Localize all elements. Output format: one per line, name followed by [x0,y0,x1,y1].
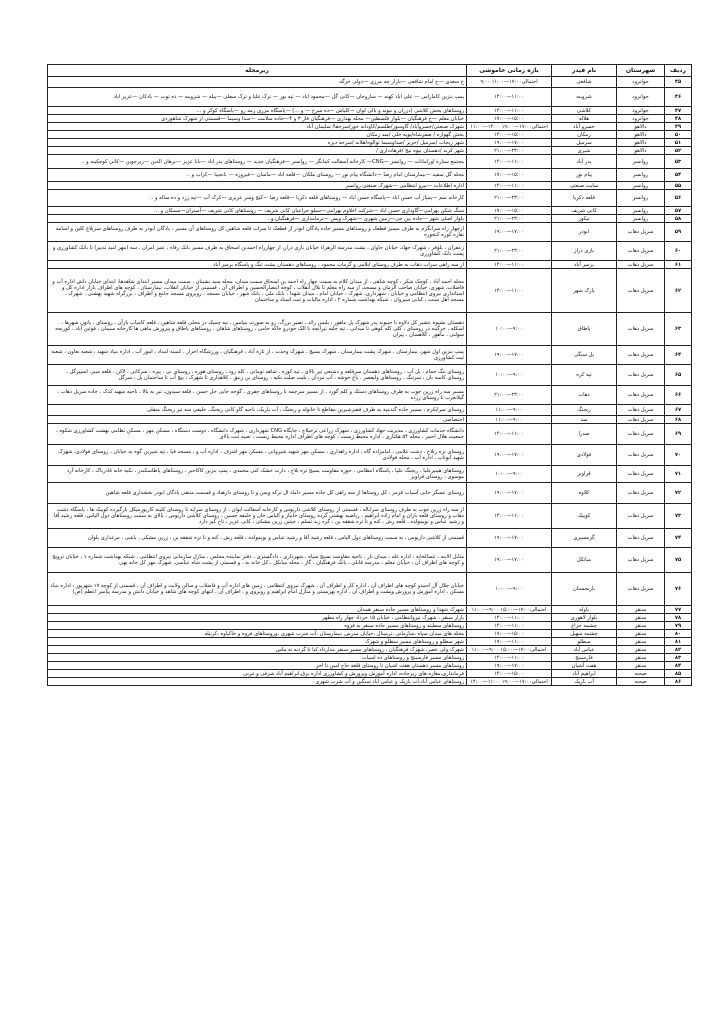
table-row [48,445,692,466]
cell-area: روستاهای مسیر فارسینج و روستاهای ده اسیاب [48,654,467,662]
cell-num: ۵۴ [665,169,692,182]
cell-schedule: ۱۷:۰۰—۱۵:۰۰ [467,630,552,638]
table-row [48,529,692,548]
cell-area: بلوار اصلی شهر —جاده بین جی—زمین شهری —شهرک ویس —ترمامداری —فرهنگیان و.. [48,215,467,223]
cell-schedule: ۱۴:۰۰—۱۱:۰۰ [467,261,552,269]
cell-num: ۵۳ [665,155,692,169]
cell-schedule: ۱۴:۰۰—۱۵:۰۰ [467,670,552,678]
cell-schedule: ۱۹:۰۰—۱۷:۰۰ [467,139,552,147]
cell-area: روستاهای عباس آباد،آب باریک و عباس اباد سنگین و آب شرب شهری [48,678,467,686]
cell-num: ۷۹ [665,622,692,630]
cell-schedule: ۱۴:۰۰—۱۱:۰۰ [467,155,552,169]
cell-feeder: آب باریک [552,678,617,686]
cell-num: ۵۵ [665,182,692,190]
cell-city: روانسر [617,155,665,169]
cell-feeder: قراویز [552,466,617,483]
cell-area: روستاهای سطیته و روستاهای مسیر جاده سنقر به فروه [48,622,467,630]
table-row [48,269,692,313]
table-row [48,504,692,529]
outage-schedule-table [47,64,692,686]
header-city: شهرستان [617,65,665,77]
cell-schedule: ۱۹:۰۰—۱۷:۰۰ [467,445,552,466]
cell-area: خ سعدی —خ امام شافعی —بازار چه مرزی —دولی خرگه [48,77,467,88]
table-row [48,131,692,139]
cell-city: دالاهو [617,139,665,147]
cell-num: ۶۶ [665,386,692,405]
table-row [48,147,692,155]
cell-city: سرپل ذهاب [617,504,665,529]
cell-city: سرپل ذهاب [617,223,665,242]
cell-city: سرپل ذهاب [617,405,665,416]
cell-city: جوانرود [617,88,665,107]
cell-city: صحنه [617,670,665,678]
table-row [48,242,692,261]
cell-area: اداره اطلاعات —نیرو انتظامی —شهرک صنعتی روانسر [48,182,467,190]
cell-feeder: هلاله [552,115,617,123]
cell-num: ۷۲ [665,483,692,504]
cell-city: سرپل ذهاب [617,416,665,424]
table-row [48,365,692,386]
cell-area: محله احمد آباد ، کوچک شکر ، کوچه شاهی ، از میدان کلام به سمت چهار راه احمد بن اسحاق سمت میدان، محله سید نشینان ، سمت میدان مسیر ابتدای شاهدها، ابتدای خیابان داش اداره آب و فاضلاب، شهری، خیابان صاحب الزمان و مسجد، از سه راه معلم تا بلال انقلاب ، کوچه انتصارالحسین و اطراف آن ، قسمتی از خیابان انقلاب، بیمارستان ، کوچه های اطراف بازار اداره کل و استانداری نیروی انتظامی و خیابان ، شهرداری، شهرک ، خیابان امام ، میدان شهدا ، بانک ملی ، بانک شهر ، خیابان مسجد ، روبروی مسجد جامع و اطراف ، بزرگراه شهید بهشتی ، شهرک ، مسجد اهل سنت ، کبابی سیروان ، شبکه بهداشت شماره ۲ ، اداره مالیات و ثبت اسناد و ساختمان [48,269,467,313]
cell-city: سرپل ذهاب [617,346,665,365]
header-feeder: نام فیدر [552,65,617,77]
cell-schedule: ۱۴:۰۰—۱۱:۰۰ [467,182,552,190]
cell-schedule: ۲۱:۰۰—۲۳:۰۰ [467,242,552,261]
cell-city: سرپل ذهاب [617,573,665,606]
cell-schedule: احتمالی۱۷:۰۰—۱۱:۰۰ ۹:۰۰ [467,77,552,88]
cell-num: ۸۱ [665,638,692,646]
cell-area: فرمانداری،مغازه های زیرجاده، اداره آموزش وپرورش و کشاورزی اداره برق،ابراهیم آباد شرقی و غربی [48,670,467,678]
cell-schedule: ۱۹:۰۰—۱۷:۰۰ [467,223,552,242]
cell-feeder: میانکل [552,548,617,573]
cell-num: ۷۳ [665,504,692,529]
cell-feeder: خسرو آباد [552,123,617,131]
cell-num: ۶۱ [665,261,692,269]
cell-city: سنقر [617,654,665,662]
cell-schedule: ۱۴:۰۰—۱۱:۰۰ [467,424,552,445]
cell-area: مجتمع ستاره اورامانات — روانسر —CNG— کارخانه آسفالت کمانگر — روانسر —فرهنگیان جدید — روستاهای پدر اباد —بابا عزیز —برهان الدین —زیرجوین —کانی کوچکینه و .. [48,155,467,169]
cell-feeder: تپه کره [552,365,617,386]
table-row [48,638,692,646]
cell-num: ۷۱ [665,466,692,483]
cell-num: ۷۰ [665,445,692,466]
table-row [48,215,692,223]
table-row [48,123,692,131]
cell-schedule: ۱۹:۰۰—۱۷:۰۰ [467,529,552,548]
cell-num: ۸۵ [665,670,692,678]
table-row [48,646,692,654]
cell-city: سرپل ذهاب [617,261,665,269]
table-row [48,115,692,123]
cell-area: ازچهار راه سرابگرم به طرف مسیر قطعک و روستاهای مسیر جاده پادگان ابوذر از قطعک تا سراب قلعه شاهین کل روستاهای آن مسیر ، پادگان ابوذر به طرف روستاهای سرپلاغ کلین و اسامه تقاره کوره کنجوره [48,223,467,242]
table-row [48,483,692,504]
cell-city: جوانرود [617,77,665,88]
cell-feeder: سد [552,416,617,424]
table-row [48,654,692,662]
table-row [48,424,692,445]
cell-feeder: پارک شهر [552,269,617,313]
cell-area: پمپ بنزین اول شهر، بیمارستان ، شهرک پشت بیمارستان ، شهرک بسیج ، شهرک وحدت ، از تازه آباد ، فرهنگیان ، ورزشگاه احرار ، کمیته امداد ، امور آب ، اداره بنیاد شهید ، شعبه تعاون ، شعبه ثبت کشاورزی [48,346,467,365]
cell-schedule: ۱۷:۰۰—۱۱:۰۰ [467,638,552,646]
cell-area: پمپ بنزین کاماراس — علی اباد کهنه — ساروخان —کانی گل —محمود اباد — تپه پور — ترک علیا و ترک سفلی —پیله — شروینه — ده توت — بادکان —عزیز اباد [48,88,467,107]
cell-schedule: احتمالی۱۷:۰۰—۱۹:۰۰ ۱۱:۰۰—۱۴:۰۰ [467,678,552,686]
cell-schedule: ۱۴:۰۰—۱۱:۰۰ [467,614,552,622]
cell-feeder: صدرا [552,424,617,445]
cell-city: سرپل ذهاب [617,313,665,346]
cell-city: سرپل ذهاب [617,466,665,483]
table-row [48,155,692,169]
cell-schedule: ۱۹:۰۰—۱۷:۰۰ [467,548,552,573]
table-row [48,77,692,88]
header-schedule: بازه زمانی خاموشی [467,65,552,77]
table-row [48,678,692,686]
cell-schedule: ۱۰:۰۰—۹:۰۰ [467,365,552,386]
cell-num: ۷۵ [665,548,692,573]
cell-city: سرپل ذهاب [617,483,665,504]
cell-city: سرپل ذهاب [617,548,665,573]
cell-feeder: سرمیل [552,139,617,147]
cell-schedule: ۱۰:۰۰—۹:۰۰ [467,313,552,346]
header-num: ردیف [665,65,692,77]
cell-num: ۵۸ [665,215,692,223]
table-row [48,386,692,405]
cell-area: کارخانه سم —پمپاژ آب حسن اباد —پاسگاه حسن اباد — روستاهای قلعه ذکریا —قلعه رضا —کیج وسر عزیزی —کرک آب —تپه زرد و ده ساله و .. [48,190,467,207]
table-row [48,416,692,424]
cell-area: شهر کرند /دهستان بیوه نیج /فرهادداری / [48,147,467,155]
cell-feeder: زمکان [552,131,617,139]
cell-area: شهرک ولی عصر، شهرک فرهنگیان ، روستاهای مسیر سنقر مدارداد کیا تا گردنه نه ماس [48,646,467,654]
cell-area: خیابان معلم —خ فرهنگیان —بلوار فلسطین— محله بهداری —فرهنگیان فاز ۳ و ۴—جاده سلامت —سدا وسیما —قسمتی از شهرک شاهوردی [48,115,467,123]
cell-city: روانسر [617,207,665,215]
cell-city: سنقر [617,630,665,638]
cell-num: ۶۷ [665,405,692,416]
cell-feeder: عباس آباد [552,646,617,654]
cell-city: صحنه [617,678,665,686]
cell-schedule: ۱۴:۰۰—۱۱:۰۰ [467,107,552,115]
table-row [48,223,692,242]
cell-num: ۵۶ [665,190,692,207]
table-row [48,313,692,346]
cell-feeder: گرمسیری [552,529,617,548]
table-row [48,573,692,606]
cell-num: ۴۹ [665,123,692,131]
table-body [48,77,692,686]
cell-area: زعفران ، بلوفر ، شهرک جهاد، خیابان حاوان ، پشت مدرسه الزهراء خیابان بازی دراز، از چهارراه احمدبن اسحاق به طرف مسیر بانک رفاه ، عمر امران ، سه (مهر امید تدبیر) تا بانک کشاورزی و پشت بانک کشاورزی [48,242,467,261]
cell-schedule: ۲۱:۰۰—۲۳:۰۰ [467,190,552,207]
table-row [48,606,692,614]
cell-num: ۷۷ [665,606,692,614]
cell-num: ۵۹ [665,223,692,242]
cell-area: از سه راهی سراب ذهاب به طرف روستای ایلامی و گرماب محمود ، روستاهای دهستان پشت تنگ و پاسگاه بزمیر آباد [48,261,467,269]
cell-schedule: ۲۱:۰۰—۲۳:۰۰ [467,215,552,223]
cell-num: ۵۲ [665,147,692,155]
cell-city: جوانرود [617,107,665,115]
cell-schedule: ۲۱:۰۰—۲۳:۰۰ [467,147,552,155]
cell-area: روستای عسگر خانی آسیاب قرمز ، کل روستاها از سه راهی کل جاده مسیر داماد ال ترکه ویس و تا روستای دارهباد و قسمت منتقی پادگان ابوذر بخشداری قلعه شاهین [48,483,467,504]
cell-schedule: ۱۴:۰۰—۱۵:۰۰ [467,131,552,139]
cell-area: روستاهای هینیرعلیا ، ریجنگ علیا ، پاسگاه انتظامی ، حوزه مقاومت بسیج تره بلاخ ، دارت خشک کنی محمدی ، پمپ بنزین کاکاخیر ، روستاهای پاطاسکندر ، تکیه خانه قادرباک ، کارخانه آرد موسوی ، روستای قراویز [48,466,467,483]
cell-feeder: بلوار لاهوری [552,614,617,622]
cell-city: سنقر [617,622,665,630]
cell-feeder: شروینه [552,88,617,107]
cell-schedule: ۱۱:۰۰—۹:۰۰ [467,416,552,424]
cell-schedule: احتمالی۱۷:۰۰—۱۵:۰۰ ۹:۰۰—۱۱:۰۰ [467,646,552,654]
cell-feeder: پدر آباد [552,155,617,169]
cell-city: روانسر [617,190,665,207]
table-row [48,548,692,573]
cell-num: ۸۴ [665,662,692,670]
table-row [48,622,692,630]
outage-schedule-sheet [47,64,691,686]
cell-num: ۷۶ [665,573,692,606]
cell-feeder: کانی شریف [552,207,617,215]
cell-feeder: بازی دراز [552,242,617,261]
cell-schedule: ۱۰:۰۰—۹:۰۰ [467,466,552,483]
cell-feeder: پاطاق [552,313,617,346]
cell-feeder: نارنجستان [552,573,617,606]
table-row [48,88,692,107]
cell-feeder: بزمیر آباد [552,261,617,269]
cell-feeder: قلعه ذکریا [552,190,617,207]
cell-feeder: پل سنگی [552,346,617,365]
cell-schedule: ۱۴:۰۰—۱۱:۰۰ [467,504,552,529]
cell-num: ۶۸ [665,416,692,424]
table-row [48,139,692,147]
cell-area: شهرک شهدا و روستاهای مسیر جاده سنقر همدان [48,606,467,614]
cell-feeder: چشمه جراغ [552,622,617,630]
cell-city: سرپل ذهاب [617,365,665,386]
cell-area: متابل الابنه ، عسالخانه ، اداره غله ، میدان بار ، ناحیه مقاومت بسیج سپاه ، شهرداری ، دادگستری ، دفتر نماینده مجلس ، منازل سازمانی نیروی انتظامی ، شبکه بهداشت شماره ۱ ، خیابان ترویج و کوچه های اطراف آن ، خیابان معلم ، مدرسه قابلی ، بانک فرهنگیان ، گاز ، محله میانکل ، کل خانه به ، و قسمتی از پشت شاه عباسی، شهرک مهر کل خانه بهی [48,548,467,573]
table-row [48,662,692,670]
table-row [48,405,692,416]
cell-schedule: ۱۰:۰۰—۹:۰۰ [467,573,552,606]
cell-schedule: ۱۴:۰۰—۱۱:۰۰ [467,622,552,630]
cell-area: از سه راه زرین جوب به طرف روستای سراباله ، قسمتی از روستای کلاشی داریوس و کارخانه آسفالت ایوان ، از روستای سراپه تا روستای کلینه کاریوزمیکل بازگیرده کوییک ها ، پاسگاه دشت ذهاب و روستای قلعه باران و امام زاده ابراهیم ، ریاضیه بهشتی گرده روستای خانباز و الیاس خان و خلیفه حسین ، روستای کلاشی داریوس ، بالای به سمت روستاهای دول الیاس، قلعه رشید آقا و رشید عباس و بویمولده ، قلعه رش ، کنه و تا تره شفقه بن ، گره زید تسلم ، جیتین زرین مشکی ، کانی عزیز ، تاح کیر دارد [48,504,467,529]
cell-area: روستاهای مسیر دهستان هفت اشیان تا روستای قلعه حاج امین تا اخر [48,662,467,670]
cell-area: روستاهای بخش کلاشی (دزران و نیوند و بالی لوان —کلیاش —ده سرخ — و ...) —پاسگاه مرزی رمه رو —پاسگاه کوکر و ... [48,107,467,115]
table-row [48,107,692,115]
cell-feeder: ذهاب [552,386,617,405]
cell-area: مسیر سه راه زرین جوب به طرف روستاهای دستک و کلم گورد ، از مسیر سرچمه تا روستاهای چقری ، گوجه جایی خل حسن ، قلعه سیدون، تیر به بالا ، ناحیه شهید کدک ، جاده سرپل ذهاب ، گیلانغرب تا روستای زرده [48,386,467,405]
cell-area: شهرک صنعتی/خسروآباد/ گاوسور/طلسم/کاودانه خور/سرجقا/ سلیمان آباد [48,123,467,131]
cell-feeder: هفت آشیان [552,662,617,670]
cell-schedule: ۱۷:۰۰—۱۵:۰۰ [467,207,552,215]
cell-num: ۵۱ [665,139,692,147]
table-row [48,182,692,190]
cell-num: ۶۵ [665,365,692,386]
cell-city: سنقر [617,662,665,670]
table-row [48,169,692,182]
cell-feeder: باوله [552,606,617,614]
cell-num: ۴۵ [665,77,692,88]
cell-city: روانسر [617,215,665,223]
cell-num: ۴۸ [665,115,692,123]
cell-feeder: ابوذر [552,223,617,242]
cell-num: ۴۷ [665,107,692,115]
cell-area: محله های میدان سپاه ،سازمانی ،ترمینال ،خیابان مدرس ،بیمارستان ،آب شرب شهری ،وروستاهای فروه و خاکیاوه ،کرتیله [48,630,467,638]
cell-num: ۷۸ [665,614,692,622]
cell-city: سرپل ذهاب [617,386,665,405]
cell-feeder: فولادی [552,445,617,466]
cell-area: بازار سنقر ، شهرک نیروانتظامی ، خیابان ۱۵ خرداد چهار راه مطهر [48,614,467,622]
cell-area: دهستان بشیوه عشیر کل دلاوه تا جیبوند پدر شهرک پل ماهور ، بلبس رائد ، نصیر بزرگ، رو به صورت بنیامین ، تپه چمیک در محلی قلعه شاهین ، قلعه کامیاب بازآن ، روستای ، پانون شهرها ، اسکله ، خرگینه در روستای ، کلی کله کوهی تا میدانی ، تپه جلیه تیرانچه با الک خودرو خاکه حامی ، روستاهای شاهان ، روستاهای پاطاق و پیرورش ماهی ها کارخانه سیمان ، قوتین آباد ، کوریجه سولنی ، ماهور ، کلاهسان ، پیران [48,313,467,346]
cell-city: روانسر [617,169,665,182]
cell-schedule: ۲۱:۰۰—۲۳:۰۰ [467,386,552,405]
cell-area: خیابان جلال آل احمدو کوچه های اطراف آن ، اداره کار و اطراف آن ، شهرک نیروی انتظامی ، زمین های اداره آب و فاضلاب و سالن ولایت و اطراف آن ، قسمتی از کوچه ۱۷ شهریور ، اداره بنیاد مسکن ، اداره آموزش و پرورش وپشت و اطراف آن ، اداره بهزیستی و منازل امام ابراهیم و روبروی و ، اطراف آن ، انتهای کوچه های شاهد و خیابان دانش و مدرسه پیامبر اعظم (ص) [48,573,467,606]
cell-feeder: کلاشی [552,107,617,115]
cell-num: ۶۰ [665,242,692,261]
cell-city: سرپل ذهاب [617,269,665,313]
cell-city: سنقر [617,646,665,654]
cell-city: دالاهو [617,123,665,131]
cell-schedule: ۱۱:۰۰—۹:۰۰ [467,405,552,416]
cell-schedule: ۱۹:۰۰—۱۷:۰۰ [467,346,552,365]
cell-feeder: فارسینج [552,654,617,662]
cell-num: ۴۶ [665,88,692,107]
cell-area: قسمتی از کلاشی داریوس ، به سمت روستاهای دول الیاس ، قلعه رشید آقا و رشید عباس و بویمولده ، قلعه رش ، کنه و تا تره شفقه بن ، زرین مشکی ، باشی ، مرغداری بلوان [48,529,467,548]
cell-num: ۷۴ [665,529,692,548]
table-row [48,346,692,365]
cell-schedule: ۱۷:۰۰—۱۵:۰۰ [467,169,552,182]
cell-area: اختصاصی [48,416,467,424]
cell-feeder: پیام نور [552,169,617,182]
cell-area: روستای سرابکرم ، مسیر جاده گندمیه به طرف قصرشیرین مقاطع تا خانوله و ریجنگ ، آب باریک، ناحیه گاو کانی ریجنگ، خلیفی سه تیر ریجنگ سفلی [48,405,467,416]
table-row [48,261,692,269]
cell-city: سرپل ذهاب [617,529,665,548]
cell-schedule: ۱۹:۰۰—۱۷:۰۰ [467,662,552,670]
cell-area: بخش گهواره / صفرشاه/بویه خلی /سد زمکان [48,131,467,139]
cell-area: روستای تنگ حمام ، یل آب ، روستاهای دهستان سرقلعه و دشتعی تیر بالای ، تپه کوره ، شاهد تومانی ، کله رود ، روستای هوره ، روستای نی ، پیره ، سرکانی ، لاکن ، قلعه سبز، اسپیرگل ، روستای کاسه بان ، سرتنگ ، روستاهای ولیعصر ، باغ خوشه ، آب مردان ، بلیت صلت تکیه ، روستای بن زنبق ، کلاهداری تا شهرک ، پیچ آب تا ساختمان پل ، سرگل [48,365,467,386]
cell-num: ۶۴ [665,346,692,365]
cell-area: شهر ریجاب /سرمیل /حریر /صداوسیما توالوه/هلانه /سرخه دیزه [48,139,467,147]
cell-city: سرپل ذهاب [617,445,665,466]
table-row [48,190,692,207]
table-row [48,614,692,622]
cell-feeder: چشمه سهیل [552,630,617,638]
cell-city: سنقر [617,638,665,646]
cell-schedule: ۱۷:۰۰—۱۵:۰۰ [467,115,552,123]
table-row [48,207,692,215]
header-area: زیرمجله [48,65,467,77]
cell-num: ۸۶ [665,678,692,686]
cell-num: ۸۲ [665,646,692,654]
table-row [48,466,692,483]
cell-city: دالاهو [617,147,665,155]
cell-area: سنگ شکن بهرامی—گاوداری حسن اباد —شرکت اخلاوم بهرامی—سیلو جراعیان کانی شریف — روستاهای کانی شریف —آستران—سمکان و ... [48,207,467,215]
cell-area: دانشگاه خدمات کشاورزی ، مدیریت جهاد کشاورزی ، شهرک زراعی ترخیلاج ، جایگاه CNG شهرداری ، شهرک دانشگاه ، دوست دستگاه ، مسکن مهر ، مسکن نظامی بهشت کشاورزی شکوه ، جمعیت هلال احمر ، محله ۵۴ هکتاری ، اداره محیط زیست ، کوچه های اطراف اداره محیط زیست ، تعبیه ثبت بالای [48,424,467,445]
cell-feeder: کوییک [552,504,617,529]
cell-num: ۸۳ [665,654,692,662]
table-row [48,630,692,638]
cell-num: ۶۹ [665,424,692,445]
cell-feeder: کلاوه [552,483,617,504]
cell-schedule: احتمالی۱۷:۰۰—۱۹:۰۰ ۱۴:۰۰—۱۱:۰۰ [467,123,552,131]
cell-num: ۶۲ [665,269,692,313]
cell-schedule: احتمالی۱۷:۰۰—۱۵:۰۰ ۹:۰۰—۱۱:۰۰ [467,606,552,614]
cell-num: ۵۰ [665,131,692,139]
cell-schedule: ۱۴:۰۰—۱۱:۰۰ [467,269,552,313]
cell-schedule: ۱۹:۰۰—۱۷:۰۰ [467,483,552,504]
cell-city: سرپل ذهاب [617,242,665,261]
cell-city: سنقر [617,606,665,614]
cell-feeder: سایت صنعتی [552,182,617,190]
cell-num: ۸۰ [665,630,692,638]
cell-num: ۶۳ [665,313,692,346]
cell-feeder: ریجنگ [552,405,617,416]
cell-schedule: ۱۴:۰۰—۱۱:۰۰ [467,88,552,107]
cell-feeder: شیری [552,147,617,155]
cell-area: شهر سطلو و روستاهای مسیر سطلو و شهرک [48,638,467,646]
cell-city: سرپل ذهاب [617,424,665,445]
cell-city: دالاهو [617,131,665,139]
cell-schedule: ۱۴:۰۰—۱۱:۰۰ [467,654,552,662]
table-header-row [48,65,692,77]
cell-feeder: ابراهیم آباد [552,670,617,678]
cell-feeder: نیکور [552,215,617,223]
cell-feeder: شافعی [552,77,617,88]
table-row [48,670,692,678]
cell-area: محله گل سفید —بیمارستان امام رضا —دانشگاه پیام نور — روستای ملکان —قلعه اباد —ماسان —فیروزه — بانجیبا —کراب و .. [48,169,467,182]
cell-area: روستای تره ریلاخ ، دشت غلامی ، امامزاده گاه ، اداره راهداری ، مسکن مهر شهید شیروانی ، مسکن مهر اشرف ، اداره آب و ، مسجد قبا ، تپه شیرین گوه به خیابان ، روستای فولادی، شهرک شهید آیوتاب ، اداره آب ، محله فولادی [48,445,467,466]
cell-city: سنقر [617,614,665,622]
cell-num: ۵۷ [665,207,692,215]
cell-feeder: سطلو [552,638,617,646]
cell-city: روانسر [617,182,665,190]
cell-city: جوانرود [617,115,665,123]
